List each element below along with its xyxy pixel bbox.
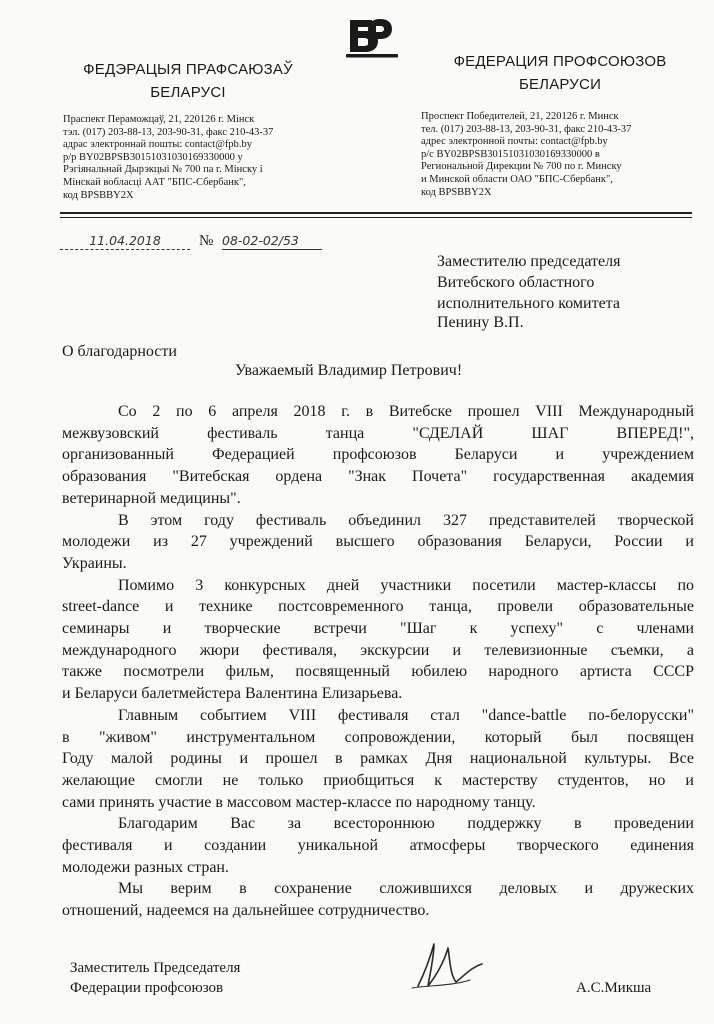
body-line: В этом году фестиваль объединил 327 представителей творческой — [118, 511, 694, 529]
address-line: код BPSBBY2X — [421, 186, 492, 198]
addressee-block — [437, 251, 697, 314]
address-line: Проспект Победителей, 21, 220126 г. Минск — [421, 111, 619, 122]
number-label: № — [199, 233, 214, 249]
letterhead-divider-thin — [60, 217, 692, 218]
body-line: молодежи из 27 учреждений высшего образования Беларуси, России и — [62, 533, 694, 551]
salutation: Уважаемый Владимир Петрович! — [235, 362, 463, 379]
letter-subject: О благодарности — [62, 343, 177, 360]
body-line: Мы верим в сохранение сложившихся деловых и дружеских — [118, 880, 694, 898]
address-line: адрес электронной почты: contact@fpb.by — [421, 136, 608, 148]
org-name-line: БЕЛАРУСІ — [150, 84, 226, 101]
body-paragraph — [62, 705, 694, 814]
signer-position — [70, 958, 240, 998]
address-line: тел. (017) 203-88-13, 203-90-31, факс 210-43-37 — [421, 123, 632, 135]
body-line: ветеринарной медицины". — [62, 489, 241, 507]
body-line: Украины. — [62, 554, 127, 572]
address-line: Праспект Пераможцаў, 21, 220126 г. Мінск — [63, 114, 255, 125]
body-line: семинары и творческие встречи "Шаг к успеху" с членами — [62, 620, 694, 638]
handwritten-signature-icon — [400, 936, 490, 996]
org-name-line: ФЕДЭРАЦЫЯ ПРАФСАЮЗАЎ — [83, 61, 293, 78]
address-line: Рэгіянальнай Дырэкцыі № 700 па г. Мінску і — [63, 164, 263, 176]
address-line: тэл. (017) 203-88-13, 203-90-31, факс 210-43-37 — [63, 126, 274, 138]
body-line: фестиваля и создании уникальной атмосферы творческого единения — [62, 837, 694, 855]
address-line: Региональной Дирекции № 700 по г. Минску — [421, 161, 622, 173]
body-line: также посмотрели фильм, посвященный юбилею народного артиста СССР — [62, 663, 694, 681]
address-line: адрас электроннай пошты: contact@fpb.by — [63, 139, 252, 151]
addressee-line: Заместителю председателя — [437, 253, 621, 270]
body-line: и Беларуси балетмейстера Валентина Елизарьева. — [62, 685, 403, 703]
body-paragraph — [62, 510, 694, 575]
body-paragraph — [62, 401, 694, 510]
org-name-belarusian — [58, 58, 318, 104]
body-line: Помимо 3 конкурсных дней участники посетили мастер-классы по — [118, 576, 694, 594]
body-line: в "живом" инструментальном сопровождении, который был посвящен — [62, 728, 694, 746]
body-line: организованный Федерацией профсоюзов Беларуси и учреждением — [62, 446, 694, 464]
document-date: 11.04.2018 — [60, 233, 190, 250]
body-line: молодежи разных стран. — [62, 858, 229, 876]
address-block-belarusian — [63, 114, 319, 202]
addressee-line: Витебского областного — [437, 274, 595, 291]
body-line: межвузовский фестиваль танца "СДЕЛАЙ ШАГ ВПЕРЕД!", — [62, 424, 694, 442]
letter-body — [62, 401, 694, 922]
body-line: отношений, надеемся на дальнейшее сотрудничество. — [62, 902, 430, 920]
body-line: Благодарим Вас за всестороннюю поддержку в проведении — [118, 815, 694, 833]
body-line: Году малой родины и прошел в рамках Дня национальной культуры. Все — [62, 750, 694, 768]
org-name-russian — [424, 50, 696, 96]
body-line: Главным событием VIII фестиваля стал "dance-battle по-белорусски" — [118, 706, 694, 724]
body-line: street-dance и технике постсовременного танца, провели образовательные — [62, 598, 694, 616]
org-name-line: БЕЛАРУСИ — [518, 76, 602, 93]
address-line: код BPSBBY2X — [63, 189, 134, 201]
address-block-russian — [421, 111, 689, 199]
body-line: международного жюри фестиваля, экскурсии и телевизионные съемки, а — [62, 641, 694, 659]
reference-line — [60, 233, 330, 255]
signer-name: А.С.Микша — [576, 980, 652, 996]
signer-position-line: Федерации профсоюзов — [70, 980, 224, 996]
document-number: 08-02-02/53 — [222, 233, 322, 250]
address-line: и Минской области ОАО "БПС-Сбербанк", — [421, 173, 613, 185]
signer-position-line: Заместитель Председателя — [70, 960, 241, 976]
address-line: Мінскай вобласці ААТ "БПС-Сбербанк", — [63, 176, 246, 188]
org-name-line: ФЕДЕРАЦИЯ ПРОФСОЮЗОВ — [453, 53, 667, 70]
address-line: р/с BY02BPSB30151031030169330000 в — [421, 148, 600, 160]
body-line: образования "Витебская ордена "Знак Почета" государственная академия — [62, 468, 694, 486]
body-line: Со 2 по 6 апреля 2018 г. в Витебске прошел VIII Международный — [118, 403, 694, 420]
recipient-name: Пенину В.П. — [437, 314, 524, 331]
body-paragraph — [62, 878, 694, 921]
body-paragraph — [62, 575, 694, 705]
address-line: р/р BY02BPSB30151031030169330000 у — [63, 151, 243, 163]
addressee-line: исполнительного комитета — [437, 295, 620, 312]
body-paragraph — [62, 813, 694, 878]
fpb-logo-icon — [344, 14, 402, 64]
letterhead-divider — [60, 212, 692, 214]
body-line: сами принять участие в массовом мастер-классе по народному танцу. — [62, 793, 536, 811]
body-line: желающие смогли не только приобщиться к мастерству студентов, но и — [62, 771, 694, 789]
